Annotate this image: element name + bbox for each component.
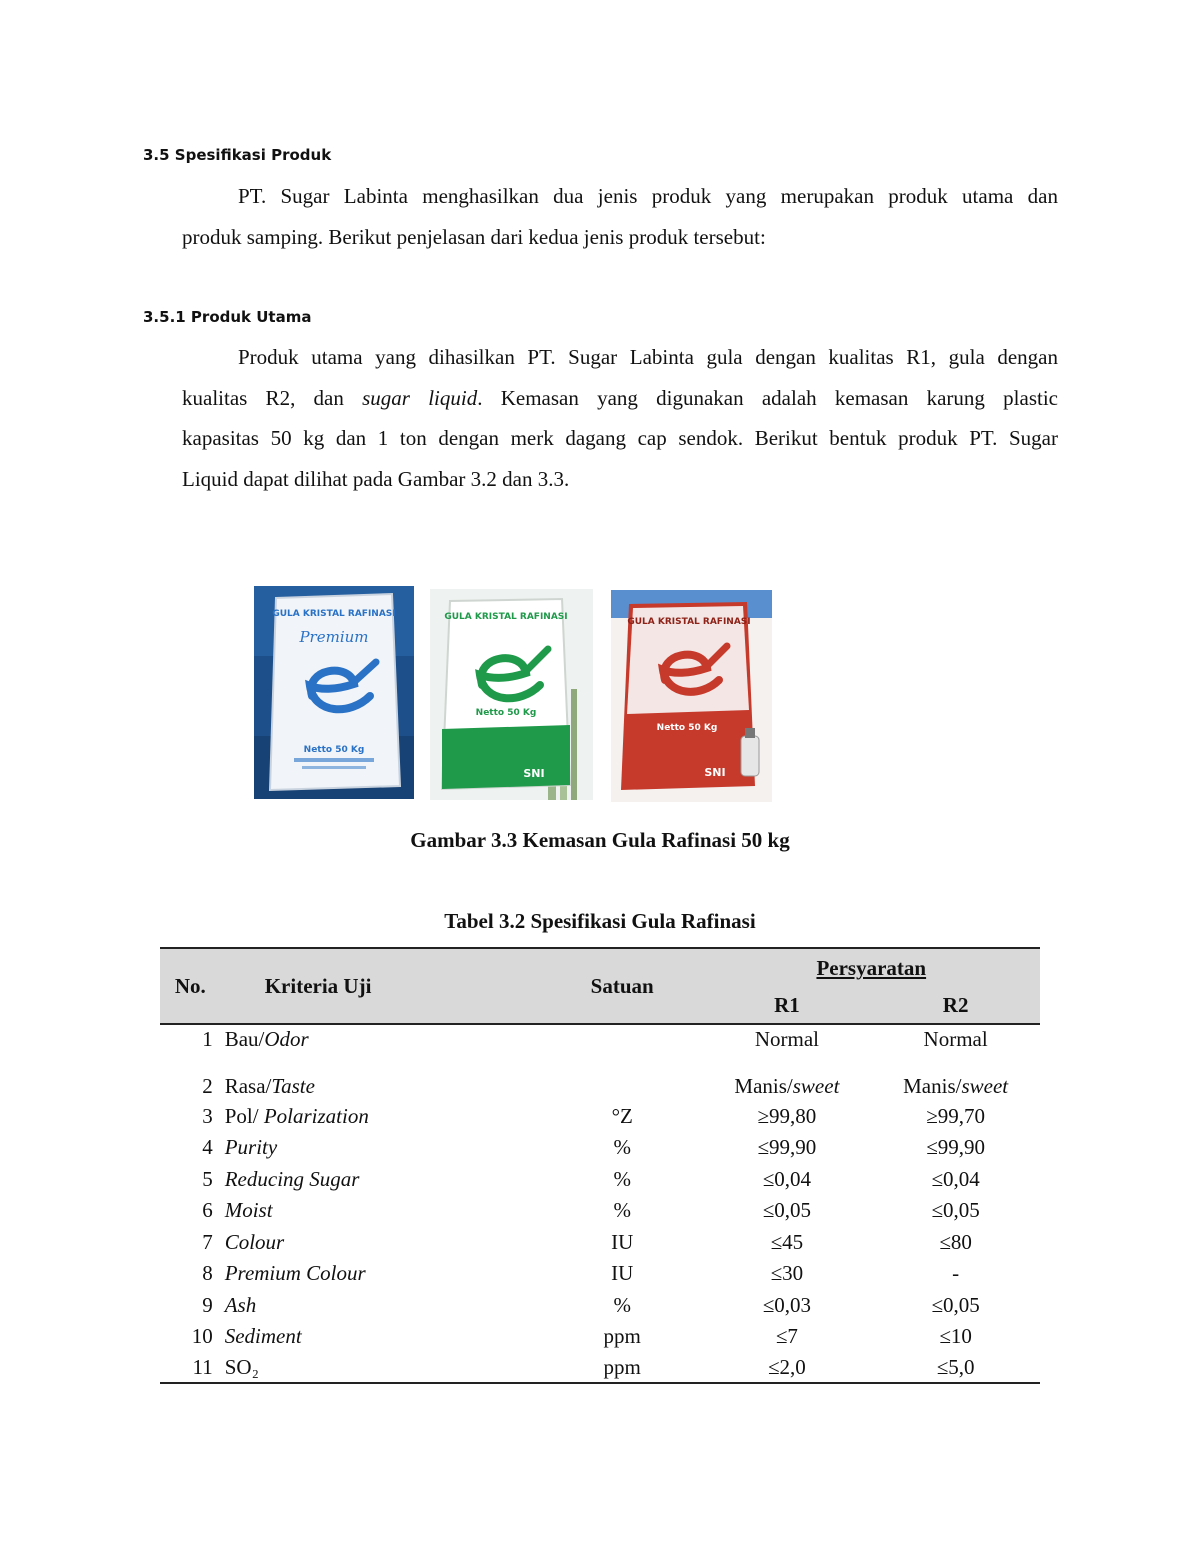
cell-r2: - <box>952 1261 960 1285</box>
svg-text:GULA KRISTAL RAFINASI: GULA KRISTAL RAFINASI <box>272 609 396 619</box>
sugar-bag-photo-green <box>430 589 593 800</box>
cell-r1: ≥99,80 <box>757 1103 817 1128</box>
cell-no: 8 <box>202 1261 213 1285</box>
paragraph-line: Liquid dapat dilihat pada Gambar 3.2 dan 3.3. <box>182 466 570 491</box>
cell-kriteria: Premium Colour <box>224 1261 366 1285</box>
paragraph-line: kapasitas 50 kg dan 1 ton dengan merk dagang cap sendok. Berikut bentuk produk PT. Sugar <box>182 426 1058 450</box>
cell-r2: ≤5,0 <box>936 1354 975 1379</box>
cell-no: 9 <box>202 1292 213 1317</box>
subsection-heading: 3.5.1 Produk Utama <box>143 308 312 326</box>
cell-satuan: % <box>613 1292 631 1317</box>
cell-kriteria: Rasa/Taste <box>224 1074 315 1098</box>
cell-satuan: °Z <box>611 1103 633 1128</box>
cell-r2: Manis/sweet <box>903 1074 1009 1098</box>
cell-r1: Normal <box>754 1027 819 1051</box>
table-row <box>160 1258 1040 1289</box>
cell-satuan: ppm <box>603 1324 641 1348</box>
cell-r2: ≤0,05 <box>931 1292 980 1317</box>
cell-r1: ≤0,03 <box>762 1292 812 1317</box>
cell-r1: ≤7 <box>775 1324 798 1348</box>
section-heading: 3.5 Spesifikasi Produk <box>143 146 332 164</box>
cell-no: 3 <box>202 1103 213 1128</box>
header-satuan: Satuan <box>542 948 703 1024</box>
svg-text:SNI: SNI <box>704 766 726 779</box>
cell-satuan: % <box>613 1198 631 1222</box>
table-row <box>160 1100 1040 1132</box>
svg-text:Premium: Premium <box>299 628 369 646</box>
cell-satuan: % <box>613 1166 631 1191</box>
cell-kriteria: Moist <box>224 1198 273 1222</box>
header-r1: R1 <box>703 988 872 1024</box>
svg-text:SNI: SNI <box>523 767 545 780</box>
cell-no: 1 <box>202 1027 213 1051</box>
table-row <box>160 1226 1040 1258</box>
table-row <box>160 1132 1040 1163</box>
table-row <box>160 1352 1040 1383</box>
cell-r2: ≤80 <box>939 1229 972 1254</box>
cell-satuan <box>542 1054 703 1100</box>
cell-satuan: IU <box>611 1261 634 1285</box>
table-row <box>160 1195 1040 1226</box>
svg-text:GULA KRISTAL RAFINASI: GULA KRISTAL RAFINASI <box>444 612 568 622</box>
cell-r1: ≤30 <box>770 1261 804 1285</box>
paragraph-line: kualitas R2, dan sugar liquid. Kemasan yang digunakan adalah kemasan karung plastic <box>182 385 1058 410</box>
cell-no: 2 <box>202 1074 213 1098</box>
cell-no: 5 <box>202 1166 213 1191</box>
cell-no: 7 <box>202 1229 213 1254</box>
cell-kriteria: Ash <box>224 1292 257 1317</box>
cell-kriteria: Colour <box>224 1229 285 1254</box>
spec-table <box>160 947 1040 1384</box>
svg-text:GULA KRISTAL RAFINASI: GULA KRISTAL RAFINASI <box>627 617 751 627</box>
table-row <box>160 1054 1040 1100</box>
cell-r2: ≤99,90 <box>926 1135 986 1159</box>
cell-kriteria: Pol/ Polarization <box>224 1103 369 1128</box>
header-kriteria: Kriteria Uji <box>221 948 542 1024</box>
section-paragraph <box>182 176 1058 257</box>
cell-kriteria: Sediment <box>224 1324 302 1348</box>
sugar-bag-photo-premium <box>254 586 414 799</box>
header-no: No. <box>160 948 221 1024</box>
cell-kriteria: Bau/Odor <box>224 1027 309 1051</box>
table-row <box>160 1024 1040 1054</box>
cell-r1: Manis/sweet <box>734 1074 840 1098</box>
cell-r2: ≤0,05 <box>931 1198 980 1222</box>
cell-kriteria: SO₂ <box>224 1354 259 1379</box>
header-persyaratan: Persyaratan <box>703 948 1040 988</box>
cell-r1: ≤99,90 <box>757 1135 817 1159</box>
cell-no: 11 <box>192 1354 213 1379</box>
svg-text:Netto 50 Kg: Netto 50 Kg <box>475 708 537 718</box>
paragraph-line: PT. Sugar Labinta menghasilkan dua jenis produk yang merupakan produk utama dan <box>238 184 1058 208</box>
cell-kriteria: Purity <box>224 1135 278 1159</box>
cell-r2: ≥99,70 <box>926 1103 986 1128</box>
table-row <box>160 1321 1040 1352</box>
table-row <box>160 1163 1040 1195</box>
cell-satuan: % <box>613 1135 631 1159</box>
table-row <box>160 1289 1040 1321</box>
cell-satuan <box>542 1024 703 1054</box>
figure-caption: Gambar 3.3 Kemasan Gula Rafinasi 50 kg <box>410 828 790 852</box>
cell-r1: ≤0,04 <box>762 1166 812 1191</box>
svg-text:Netto 50 Kg: Netto 50 Kg <box>656 723 718 733</box>
cell-r1: ≤0,05 <box>762 1198 812 1222</box>
cell-r2: Normal <box>923 1027 988 1051</box>
subsection-paragraph <box>182 337 1058 499</box>
cell-r1: ≤45 <box>770 1229 804 1254</box>
cell-satuan: ppm <box>603 1354 641 1379</box>
cell-kriteria: Reducing Sugar <box>224 1166 360 1191</box>
cell-r1: ≤2,0 <box>768 1354 806 1379</box>
cell-satuan: IU <box>611 1229 634 1254</box>
sugar-bag-photo-red <box>611 590 772 802</box>
header-r2: R2 <box>871 988 1040 1024</box>
cell-no: 4 <box>202 1135 213 1159</box>
cell-r2: ≤10 <box>939 1324 972 1348</box>
cell-no: 6 <box>202 1198 213 1222</box>
table-title: Tabel 3.2 Spesifikasi Gula Rafinasi <box>444 909 756 933</box>
cell-r2: ≤0,04 <box>931 1166 980 1191</box>
paragraph-line: produk samping. Berikut penjelasan dari kedua jenis produk tersebut: <box>182 224 766 249</box>
svg-text:Netto 50 Kg: Netto 50 Kg <box>303 745 365 755</box>
paragraph-line: Produk utama yang dihasilkan PT. Sugar Labinta gula dengan kualitas R1, gula dengan <box>238 345 1058 369</box>
cell-no: 10 <box>191 1324 213 1348</box>
